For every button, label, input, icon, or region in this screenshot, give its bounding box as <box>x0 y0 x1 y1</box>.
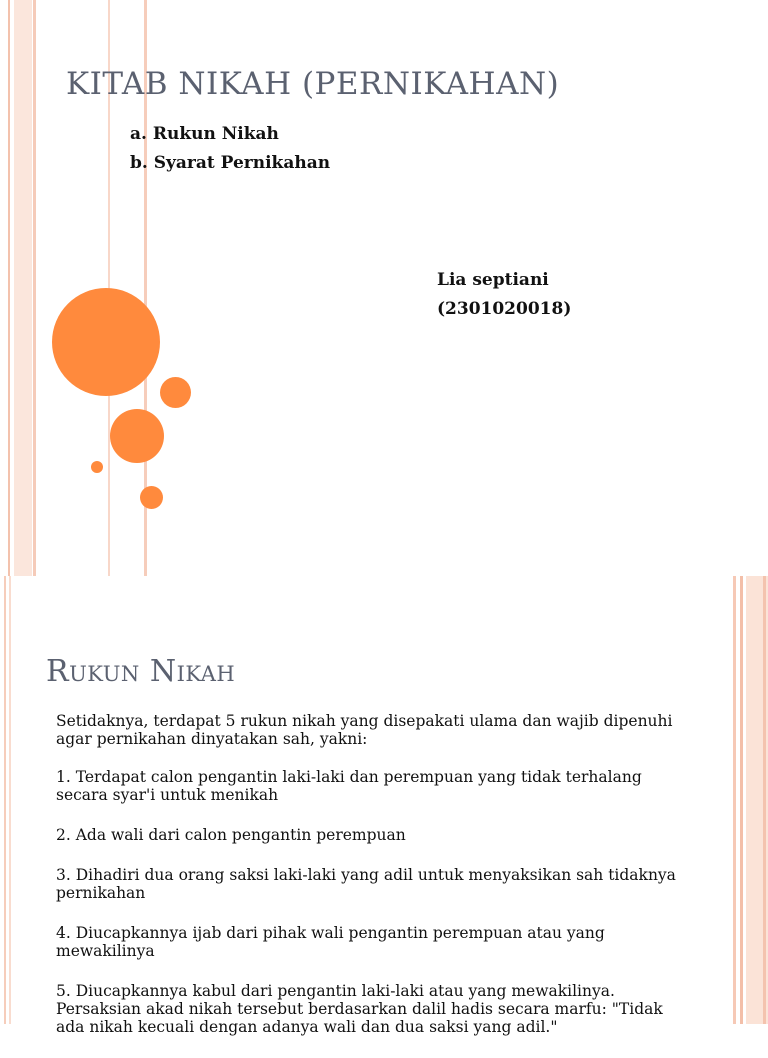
author-id: (2301020018) <box>437 299 572 319</box>
list-item: 1. Terdapat calon pengantin laki-laki dan perempuan yang tidak terhalang secara syar'i untuk menikah <box>56 768 642 804</box>
tiny-orange-circle <box>91 461 103 473</box>
content-slide <box>0 576 768 1036</box>
decor-stripe <box>740 576 743 1024</box>
decor-stripe <box>9 576 11 1024</box>
topic-item-rukun-nikah: a. Rukun Nikah <box>130 124 279 144</box>
decor-stripe <box>4 576 6 1024</box>
list-item: 4. Diucapkannya ijab dari pihak wali pengantin perempuan atau yang mewakilinya <box>56 924 605 960</box>
slide-title: KITAB NIKAH (PERNIKAHAN) <box>66 66 560 102</box>
list-item: 3. Dihadiri dua orang saksi laki-laki yang adil untuk menyaksikan sah tidaknya pernikahan <box>56 866 676 902</box>
list-item: 2. Ada wali dari calon pengantin perempuan <box>56 826 406 844</box>
decor-stripe <box>33 0 36 576</box>
decor-stripe <box>733 576 736 1024</box>
author-block <box>437 266 571 324</box>
slide-body <box>56 712 696 1058</box>
intro-paragraph: Setidaknya, terdapat 5 rukun nikah yang disepakati ulama dan wajib dipenuhi agar pernikahan dinyatakan sah, yakni: <box>56 712 673 748</box>
medium-orange-circle <box>110 409 164 463</box>
decor-stripe <box>14 0 32 576</box>
author-name: Lia septiani <box>437 270 549 290</box>
decor-stripe <box>763 576 766 1024</box>
decor-stripe <box>8 0 10 576</box>
small-orange-circle <box>160 377 191 408</box>
topic-item-syarat-pernikahan: b. Syarat Pernikahan <box>130 153 331 173</box>
topic-list <box>130 120 330 178</box>
slide-title: Rukun Nikah <box>46 654 236 689</box>
small-orange-circle-bottom <box>140 486 163 509</box>
list-item: 5. Diucapkannya kabul dari pengantin laki-laki atau yang mewakilinya. Persaksian akad nikah tersebut berdasarkan dalil hadis secara marfu: "Tidak ada nikah kecuali dengan adanya wali dan dua saksi yang adil." <box>56 982 663 1036</box>
large-orange-circle <box>52 288 160 396</box>
